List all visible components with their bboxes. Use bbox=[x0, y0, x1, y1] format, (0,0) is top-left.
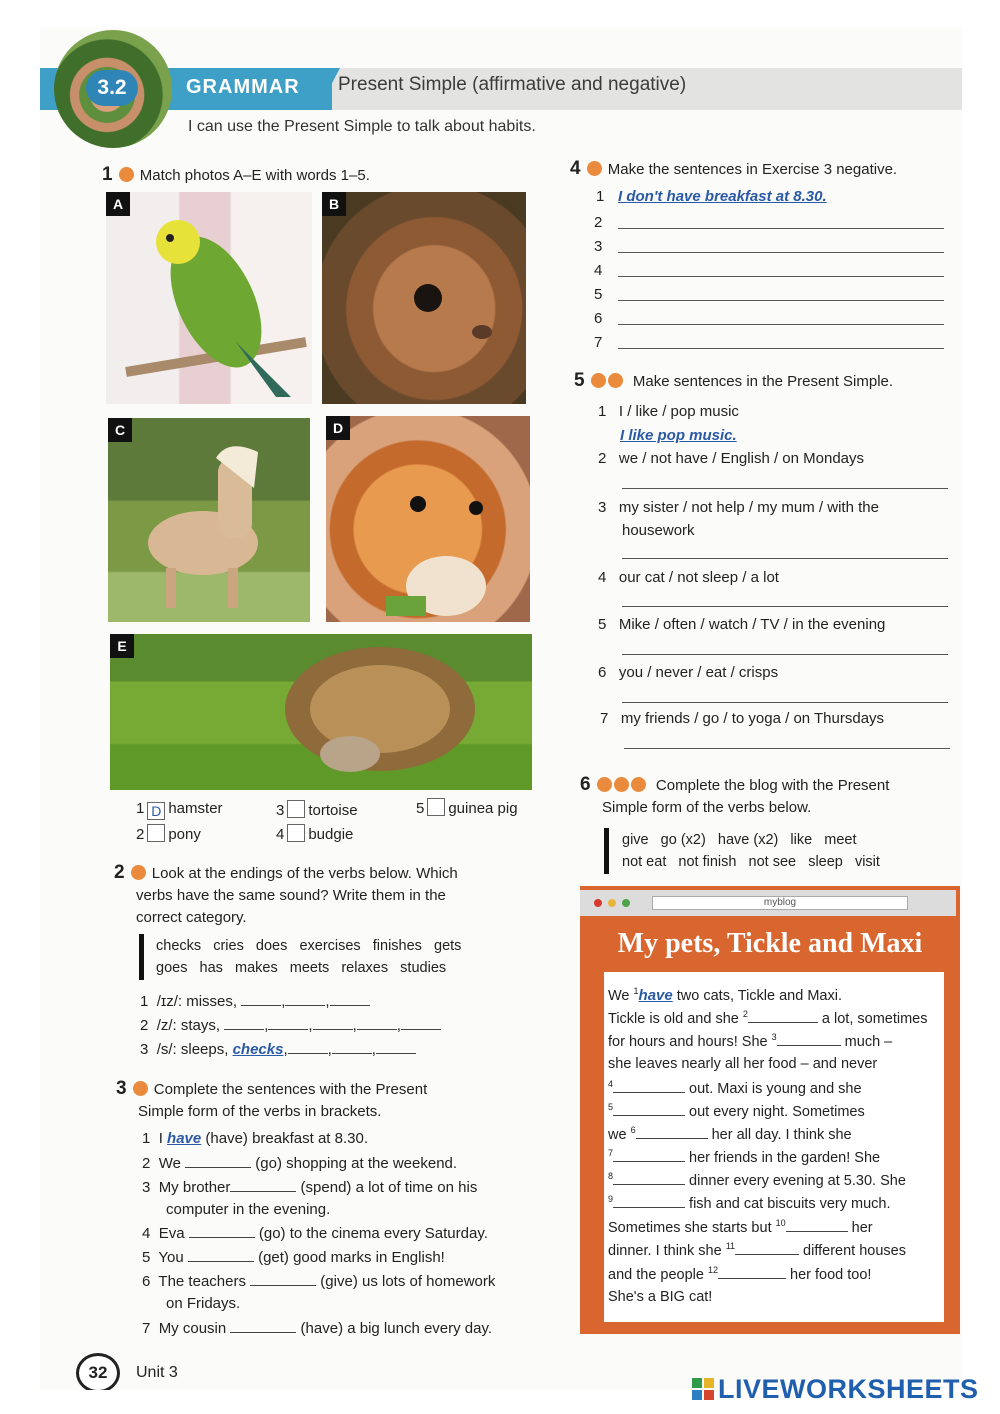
blog-line: dinner. I think she $^{11}$ different houses bbox=[608, 1241, 906, 1259]
answer-blank[interactable] bbox=[401, 1016, 441, 1030]
answer-blank[interactable] bbox=[230, 1178, 296, 1192]
answer-blank[interactable] bbox=[230, 1319, 296, 1333]
ex3-item-2: 2 We (go) shopping at the weekend. bbox=[142, 1155, 458, 1172]
photo-label: B bbox=[322, 192, 346, 216]
answer-blank[interactable] bbox=[332, 1040, 372, 1054]
ex2-word-list: goes has makes meets relaxes studies bbox=[156, 960, 447, 976]
difficulty-dot bbox=[133, 1081, 148, 1096]
ex3-item-6: 6 The teachers (give) us lots of homework bbox=[142, 1273, 496, 1290]
answer-line[interactable] bbox=[618, 324, 944, 325]
blog-line: $^9$ fish and cat biscuits very much. bbox=[608, 1194, 891, 1212]
answer-blank[interactable] bbox=[613, 1171, 685, 1185]
ex5-item-7: 7 my friends / go / to yoga / on Thursdays bbox=[600, 710, 885, 727]
liveworksheets-logo-icon bbox=[692, 1378, 714, 1400]
guinea-pig-illustration bbox=[322, 192, 526, 404]
ex1-item-5: 5 guinea pig bbox=[416, 800, 518, 817]
difficulty-dot bbox=[119, 167, 134, 182]
blog-title: My pets, Tickle and Maxi bbox=[617, 928, 923, 959]
difficulty-dot bbox=[608, 373, 623, 388]
example-answer: checks bbox=[232, 1041, 284, 1058]
answer-blank[interactable] bbox=[188, 1248, 254, 1262]
answer-blank[interactable] bbox=[357, 1016, 397, 1030]
ex4-num-7: 7 bbox=[594, 334, 603, 351]
answer-blank[interactable] bbox=[636, 1125, 708, 1139]
ex1-item-4: 4 budgie bbox=[276, 826, 354, 843]
answer-blank[interactable] bbox=[330, 992, 370, 1006]
photo-e-tortoise bbox=[110, 634, 532, 790]
answer-blank[interactable] bbox=[777, 1032, 841, 1046]
difficulty-dot bbox=[591, 373, 606, 388]
answer-line[interactable] bbox=[622, 488, 948, 489]
ex2-row-3: 3 /s/: sleeps, checks, , , bbox=[140, 1040, 416, 1058]
answer-blank[interactable] bbox=[313, 1016, 353, 1030]
page-number: 32 bbox=[76, 1353, 120, 1390]
liveworksheets-watermark: LIVEWORKSHEETS bbox=[718, 1374, 979, 1404]
answer-blank[interactable] bbox=[613, 1102, 685, 1116]
ex2-row-1: 1 /ɪz/: misses, , , bbox=[140, 992, 370, 1010]
ex3-item-6-cont: on Fridays. bbox=[166, 1295, 241, 1312]
answer-line[interactable] bbox=[622, 654, 948, 655]
blog-line: $^5$ out every night. Sometimes bbox=[608, 1102, 865, 1120]
tortoise-illustration bbox=[110, 634, 532, 790]
ex4-num-5: 5 bbox=[594, 286, 603, 303]
example-answer: I don't have breakfast at 8.30. bbox=[618, 188, 827, 205]
answer-blank[interactable] bbox=[735, 1241, 799, 1255]
answer-blank[interactable] bbox=[268, 1016, 308, 1030]
example-answer: have bbox=[638, 986, 673, 1004]
ex1-item-2: 2 pony bbox=[136, 826, 201, 843]
answer-blank[interactable] bbox=[224, 1016, 264, 1030]
blog-line: she leaves nearly all her food – and never bbox=[608, 1056, 878, 1072]
address-bar[interactable]: myblog bbox=[652, 896, 908, 910]
answer-line[interactable] bbox=[622, 558, 948, 559]
difficulty-dot bbox=[587, 161, 602, 176]
blog-line: $^4$ out. Maxi is young and she bbox=[608, 1079, 862, 1097]
answer-blank[interactable] bbox=[376, 1040, 416, 1054]
lesson-badge: 3.2 bbox=[86, 70, 138, 106]
difficulty-dot bbox=[631, 777, 646, 792]
answer-blank[interactable] bbox=[189, 1224, 255, 1238]
answer-blank[interactable] bbox=[613, 1148, 685, 1162]
blog-line: and the people $^{12}$ her food too! bbox=[608, 1265, 872, 1283]
answer-line[interactable] bbox=[624, 748, 950, 749]
ex4-heading: 4 Make the sentences in Exercise 3 negative. bbox=[570, 158, 898, 179]
budgie-illustration bbox=[106, 192, 312, 404]
lesson-goal: I can use the Present Simple to talk about habits. bbox=[188, 118, 536, 135]
window-maximize-dot bbox=[622, 899, 630, 907]
answer-blank[interactable] bbox=[613, 1079, 685, 1093]
ex5-item-1: 1 I / like / pop music bbox=[598, 403, 739, 420]
answer-line[interactable] bbox=[618, 252, 944, 253]
photo-d-hamster bbox=[326, 416, 530, 622]
ex6-heading: 6 Complete the blog with the Present Simple form of the verbs below. bbox=[580, 774, 890, 816]
ex5-item-6: 6 you / never / eat / crisps bbox=[598, 664, 779, 681]
answer-blank[interactable] bbox=[748, 1009, 818, 1023]
difficulty-dot bbox=[614, 777, 629, 792]
ex5-item-3: 3 my sister / not help / my mum / with the bbox=[598, 499, 879, 516]
answer-box[interactable] bbox=[287, 824, 305, 842]
ex5-item-4: 4 our cat / not sleep / a lot bbox=[598, 569, 779, 586]
ex3-heading: 3 Complete the sentences with the Present Simple form of the verbs in brackets. bbox=[116, 1078, 428, 1120]
ex1-item-3: 3 tortoise bbox=[276, 802, 358, 819]
header-notch bbox=[318, 68, 340, 110]
photo-b-guinea-pig bbox=[322, 192, 526, 404]
example-answer: have bbox=[167, 1130, 202, 1147]
photo-label: C bbox=[108, 418, 132, 442]
photo-c-pony bbox=[108, 418, 310, 622]
ex4-num-1: 1 bbox=[596, 188, 605, 205]
ex5-item-3-cont: housework bbox=[622, 522, 695, 539]
ex5-heading: 5 Make sentences in the Present Simple. bbox=[574, 370, 894, 391]
answer-line[interactable] bbox=[618, 300, 944, 301]
answer-box[interactable] bbox=[287, 800, 305, 818]
ex2-word-list: checks cries does exercises finishes gets bbox=[156, 938, 462, 954]
answer-line[interactable] bbox=[618, 228, 944, 229]
ex4-num-2: 2 bbox=[594, 214, 603, 231]
answer-box[interactable]: D bbox=[147, 802, 165, 820]
ex1-heading: 1 Match photos A–E with words 1–5. bbox=[102, 164, 370, 185]
ex3-item-3-cont: computer in the evening. bbox=[166, 1201, 331, 1218]
photo-label: E bbox=[110, 634, 134, 658]
blog-line: $^7$ her friends in the garden! She bbox=[608, 1148, 881, 1166]
blog-line: Tickle is old and she $^2$ a lot, sometimes bbox=[608, 1009, 928, 1027]
answer-blank[interactable] bbox=[241, 992, 281, 1006]
ex4-num-3: 3 bbox=[594, 238, 603, 255]
answer-box[interactable] bbox=[427, 798, 445, 816]
answer-blank[interactable] bbox=[613, 1194, 685, 1208]
blog-line: $^8$ dinner every evening at 5.30. She bbox=[608, 1171, 906, 1189]
ex2-heading: 2 Look at the endings of the verbs below. Which verbs have the same sound? Write them in the correct category. bbox=[114, 862, 458, 926]
example-answer: I like pop music. bbox=[620, 427, 737, 444]
photo-label: A bbox=[106, 192, 130, 216]
page-title: Present Simple (affirmative and negative) bbox=[338, 74, 687, 95]
window-close-dot bbox=[594, 899, 602, 907]
answer-blank[interactable] bbox=[285, 992, 325, 1006]
difficulty-dot bbox=[131, 865, 146, 880]
blog-line: for hours and hours! She $^3$ much – bbox=[608, 1032, 893, 1050]
answer-line[interactable] bbox=[618, 276, 944, 277]
blog-line: we $^6$ her all day. I think she bbox=[608, 1125, 852, 1143]
ex4-num-4: 4 bbox=[594, 262, 603, 279]
ex3-item-7: 7 My cousin (have) a big lunch every day. bbox=[142, 1320, 493, 1337]
ex2-row-2: 2 /z/: stays, , , , , bbox=[140, 1016, 441, 1034]
pony-illustration bbox=[108, 418, 310, 622]
ex3-item-1: 1 I have (have) breakfast at 8.30. bbox=[142, 1130, 368, 1147]
difficulty-dot bbox=[597, 777, 612, 792]
ex5-item-2: 2 we / not have / English / on Mondays bbox=[598, 450, 865, 467]
answer-line[interactable] bbox=[622, 702, 948, 703]
photo-label: D bbox=[326, 416, 350, 440]
ex6-word-list: not eat not finish not see sleep visit bbox=[622, 854, 880, 870]
ex3-item-4: 4 Eva (go) to the cinema every Saturday. bbox=[142, 1225, 488, 1242]
blog-line: She's a BIG cat! bbox=[608, 1289, 713, 1305]
section-label: GRAMMAR bbox=[186, 76, 300, 98]
worksheet-page bbox=[40, 28, 962, 1390]
answer-blank[interactable] bbox=[718, 1265, 786, 1279]
photo-a-budgie bbox=[106, 192, 312, 404]
blog-line: We $^1$have two cats, Tickle and Maxi. bbox=[608, 986, 842, 1004]
answer-blank[interactable] bbox=[185, 1154, 251, 1168]
window-minimize-dot bbox=[608, 899, 616, 907]
answer-blank[interactable] bbox=[786, 1218, 848, 1232]
word-box-bar bbox=[139, 934, 144, 980]
ex4-num-6: 6 bbox=[594, 310, 603, 327]
answer-line[interactable] bbox=[622, 606, 948, 607]
ex1-item-1: 1 D hamster bbox=[136, 800, 223, 819]
ex5-item-5: 5 Mike / often / watch / TV / in the evening bbox=[598, 616, 886, 633]
word-box-bar bbox=[604, 828, 609, 874]
unit-label: Unit 3 bbox=[136, 1364, 178, 1381]
answer-line[interactable] bbox=[618, 348, 944, 349]
ex6-word-list: give go (x2) have (x2) like meet bbox=[622, 832, 857, 848]
ex3-item-5: 5 You (get) good marks in English! bbox=[142, 1249, 445, 1266]
answer-blank[interactable] bbox=[250, 1272, 316, 1286]
answer-blank[interactable] bbox=[288, 1040, 328, 1054]
blog-line: Sometimes she starts but $^{10}$ her bbox=[608, 1218, 873, 1236]
answer-box[interactable] bbox=[147, 824, 165, 842]
hamster-illustration bbox=[326, 416, 530, 622]
ex3-item-3: 3 My brother (spend) a lot of time on his bbox=[142, 1179, 478, 1196]
